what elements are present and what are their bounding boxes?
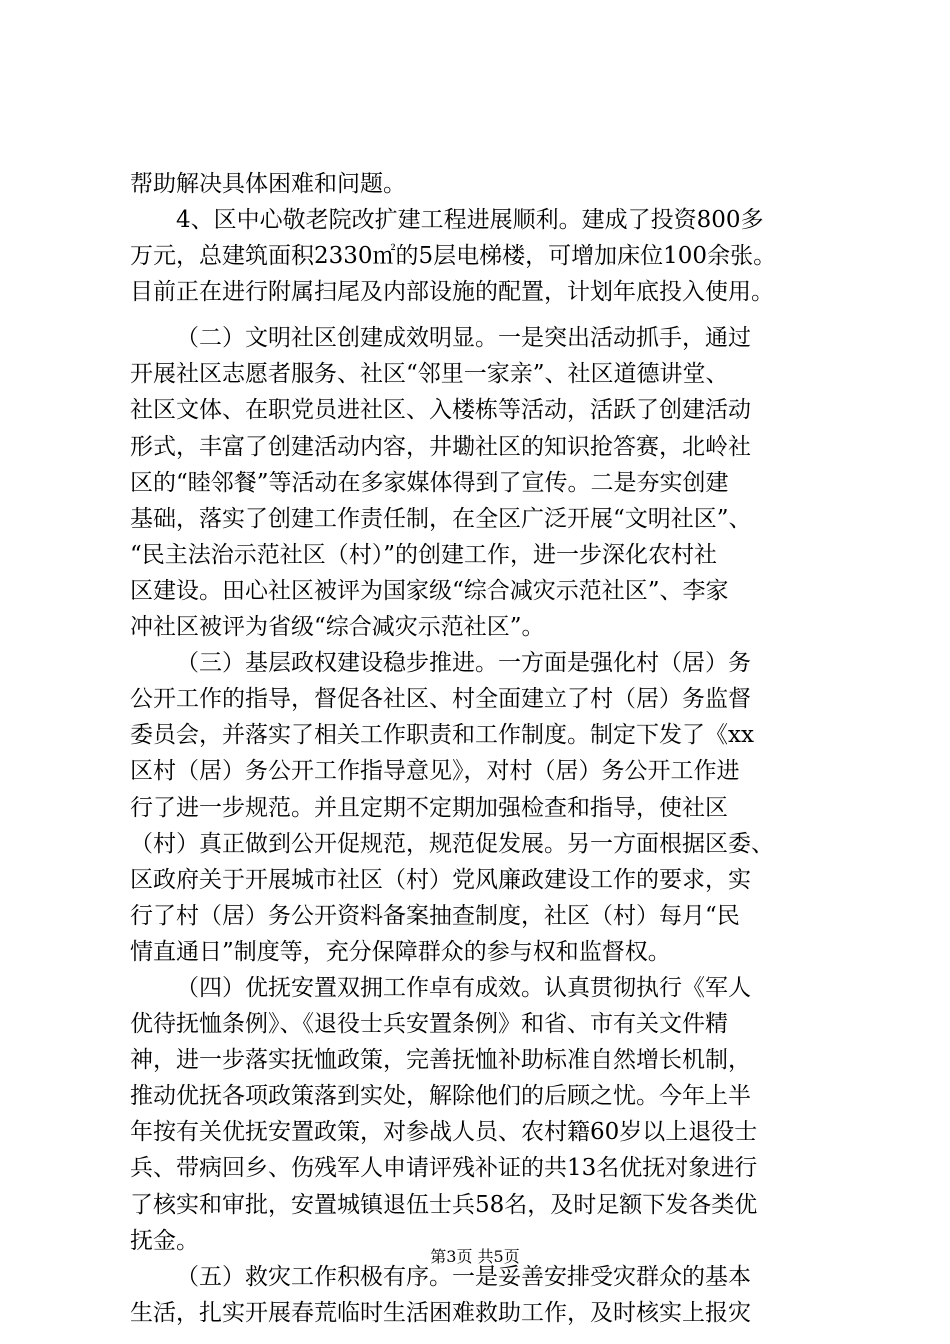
text-line: 神，进一步落实抚恤政策，完善抚恤补助标准自然增长机制， bbox=[130, 1047, 751, 1074]
text-line: 冲社区被评为省级“综合减灾示范社区”。 bbox=[130, 614, 545, 641]
text-line: 区建设。田心社区被评为国家级“综合减灾示范社区”、李家 bbox=[130, 577, 729, 604]
text-line: （村）真正做到公开促规范，规范促发展。另一方面根据区委、 bbox=[130, 830, 774, 857]
text-line: 行了进一步规范。并且定期不定期加强检查和指导，使社区 bbox=[130, 794, 728, 821]
text-line: 公开工作的指导，督促各社区、村全面建立了村（居）务监督 bbox=[130, 686, 751, 713]
page-footer: 第3页 共5页 bbox=[430, 1247, 520, 1266]
text-line: 帮助解决具体困难和问题。 bbox=[130, 171, 406, 197]
text-line: “民主法治示范社区（村）”的创建工作，进一步深化农村社 bbox=[130, 541, 718, 568]
body-text bbox=[130, 166, 830, 1331]
text-line: 推动优抚各项政策落到实处，解除他们的后顾之忧。今年上半 bbox=[130, 1083, 751, 1110]
text-line: 行了村（居）务公开资料备案抽查制度，社区（村）每月“民 bbox=[130, 902, 740, 929]
text-line: （三）基层政权建设稳步推进。一方面是强化村（居）务 bbox=[176, 650, 751, 677]
text-line: 优待抚恤条例》、《退役士兵安置条例》和省、市有关文件精 bbox=[130, 1011, 728, 1038]
text-line: 4、区中心敬老院改扩建工程进展顺利。建成了投资800多 bbox=[176, 207, 764, 234]
text-line: 生活，扎实开展春荒临时生活困难救助工作，及时核实上报灾 bbox=[130, 1299, 751, 1326]
text-line: 年按有关优抚安置政策，对参战人员、农村籍60岁以上退役士 bbox=[130, 1119, 758, 1146]
text-line: （五）救灾工作积极有序。一是妥善安排受灾群众的基本 bbox=[176, 1263, 751, 1290]
text-line: 抚金。 bbox=[130, 1227, 199, 1254]
text-line: 目前正在进行附属扫尾及内部设施的配置，计划年底投入使用。 bbox=[130, 279, 774, 306]
text-line: 基础，落实了创建工作责任制，在全区广泛开展“文明社区”、 bbox=[130, 505, 752, 532]
text-line: 区政府关于开展城市社区（村）党风廉政建设工作的要求，实 bbox=[130, 866, 751, 893]
text-line: 情直通日”制度等，充分保障群众的参与权和监督权。 bbox=[130, 938, 671, 965]
text-line: 区的“睦邻餐”等活动在多家媒体得到了宣传。二是夯实创建 bbox=[130, 469, 729, 496]
text-line: 开展社区志愿者服务、社区“邻里一家亲”、社区道德讲堂、 bbox=[130, 361, 729, 388]
text-line: （四）优抚安置双拥工作卓有成效。认真贯彻执行《军人 bbox=[176, 974, 751, 1001]
text-line: 兵、带病回乡、伤残军人申请评残补证的共13名优抚对象进行 bbox=[130, 1155, 758, 1182]
text-line: 了核实和审批，安置城镇退伍士兵58名，及时足额下发各类优 bbox=[130, 1191, 758, 1218]
text-line: 形式，丰富了创建活动内容，井墈社区的知识抢答赛，北岭社 bbox=[130, 433, 751, 460]
text-line: 万元，总建筑面积2330㎡的5层电梯楼，可增加床位100余张。 bbox=[130, 243, 777, 270]
text-line: （二）文明社区创建成效明显。一是突出活动抓手，通过 bbox=[176, 325, 751, 352]
text-line: 委员会，并落实了相关工作职责和工作制度。制定下发了《xx bbox=[130, 722, 754, 749]
text-line: 区村（居）务公开工作指导意见》，对村（居）务公开工作进 bbox=[130, 758, 740, 785]
text-line: 社区文体、在职党员进社区、入楼栋等活动，活跃了创建活动 bbox=[130, 397, 751, 424]
